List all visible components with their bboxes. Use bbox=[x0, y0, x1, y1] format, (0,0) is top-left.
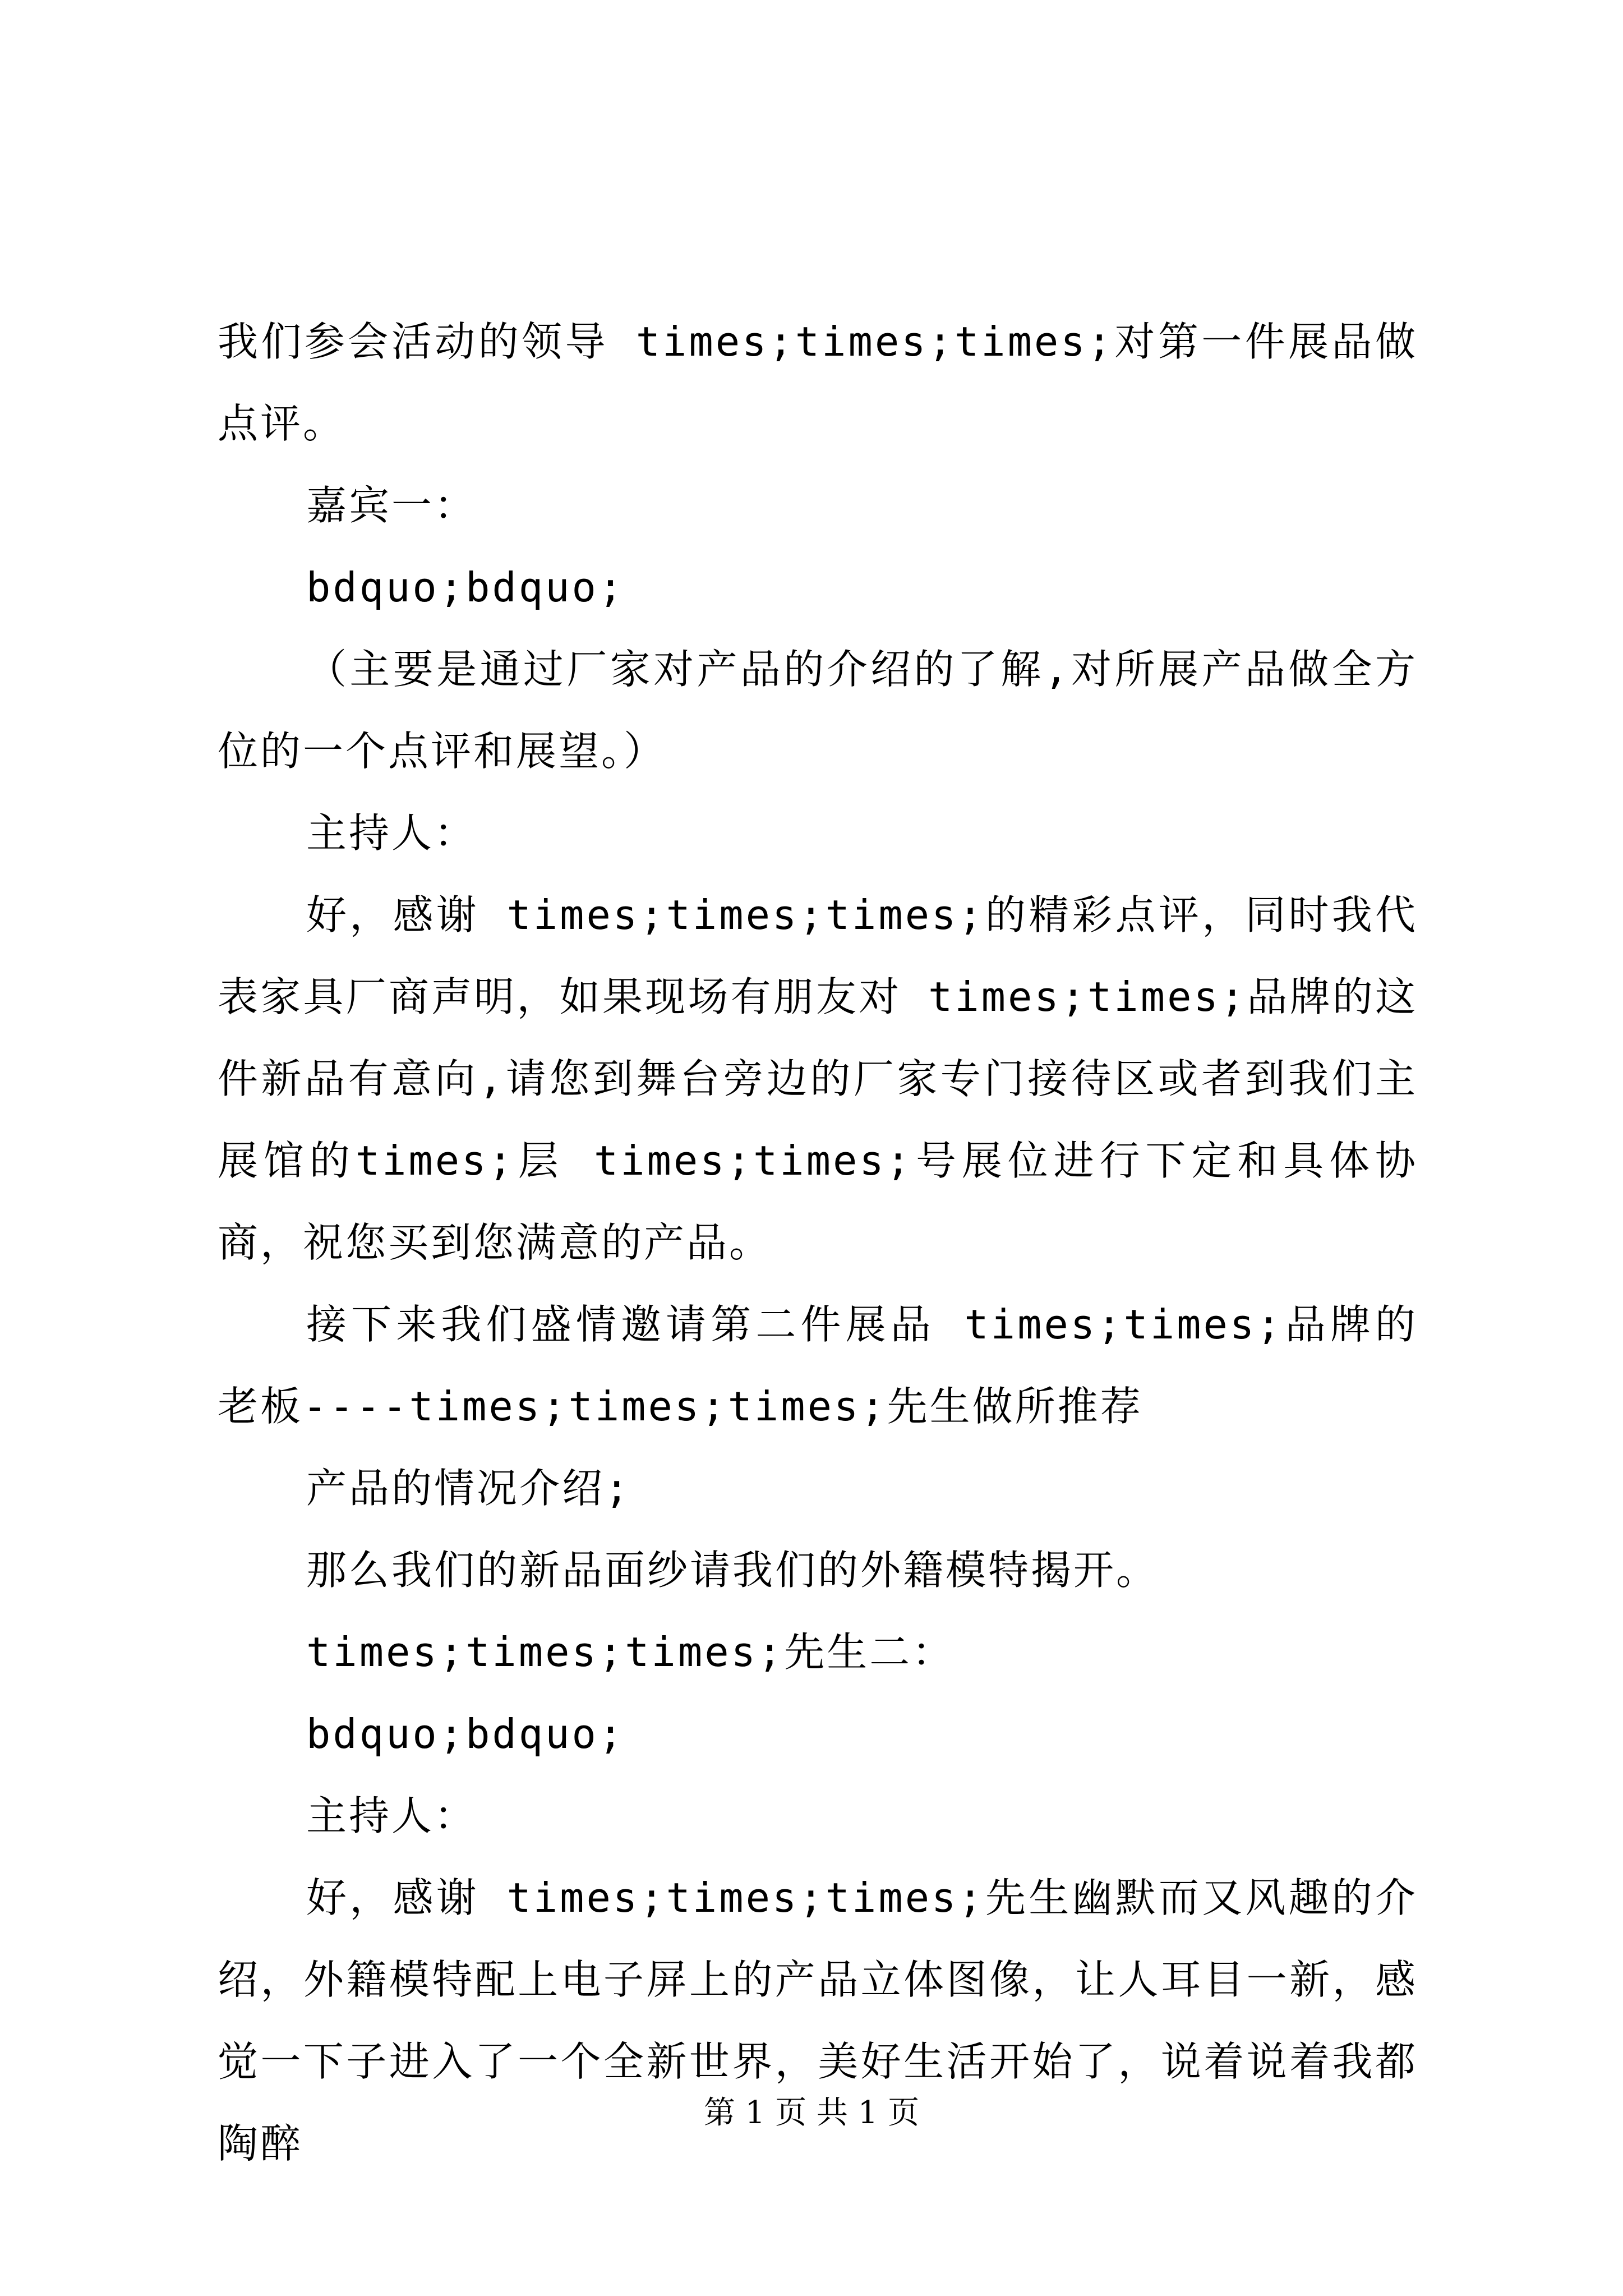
paragraph-host-label-1: 主持人： bbox=[306, 809, 477, 857]
paragraph-leader-review: 我们参会活动的领导 times;times;times;对第一件展品做点评。 bbox=[218, 318, 1418, 447]
paragraph-review-note: （主要是通过厂家对产品的介绍的了解,对所展产品做全方位的一个点评和展望。） bbox=[218, 646, 1418, 775]
paragraph-guest-one-label: 嘉宾一： bbox=[306, 482, 477, 529]
paragraph-unveil: 那么我们的新品面纱请我们的外籍模特揭开。 bbox=[306, 1547, 1159, 1594]
paragraph-second-exhibit-invite: 接下来我们盛情邀请第二件展品 times;times;品牌的老板----times;times;times;先生做所推荐 bbox=[218, 1301, 1418, 1430]
paragraph-host-thanks-2: 好，感谢 times;times;times;先生幽默而又风趣的介绍，外籍模特配上电子屏上的产品立体图像，让人耳目一新，感觉一下子进入了一个全新世界，美好生活开始了，说着说着我都陶醉 bbox=[218, 1874, 1418, 2167]
paragraph-mr-two-label: times;times;times;先生二： bbox=[306, 1628, 955, 1676]
document-body bbox=[218, 301, 1418, 2184]
paragraph-host-thanks-1: 好，感谢 times;times;times;的精彩点评，同时我代表家具厂商声明，如果现场有朋友对 times;times;品牌的这件新品有意向,请您到舞台旁边的厂家专门接待区或者到我们主展馆的times;层 times;times;号展位进行下定和具体协商，祝您买到您满意的产品。 bbox=[218, 891, 1418, 1266]
page-footer: 第 1 页 共 1 页 bbox=[703, 2095, 920, 2131]
paragraph-mr-two-ellipsis: bdquo;bdquo; bbox=[306, 1710, 625, 1757]
paragraph-guest-one-ellipsis: bdquo;bdquo; bbox=[306, 564, 625, 611]
paragraph-product-intro: 产品的情况介绍; bbox=[306, 1465, 631, 1512]
paragraph-host-label-2: 主持人： bbox=[306, 1792, 477, 1839]
